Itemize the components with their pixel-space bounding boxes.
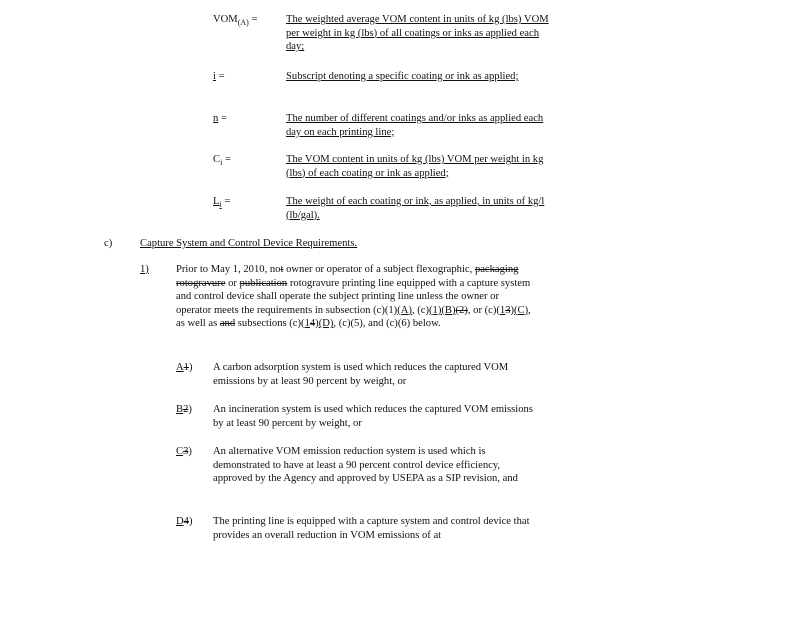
deleted-text: 1	[183, 362, 189, 373]
definition-text-c: The VOM content in units of kg (lbs) VOM per weight in kg (lbs) of each coating or ink as applied;	[286, 154, 544, 179]
inserted-text: (1)(B)	[429, 304, 456, 316]
definition-text-vom: The weighted average VOM content in units of kg (lbs) VOM per weight in kg (lbs) of all coatings or inks as applied each day;	[286, 14, 549, 53]
deleted-text: 2	[183, 404, 189, 415]
inserted-text: A	[176, 362, 184, 373]
deleted-text: 4	[309, 318, 316, 330]
deleted-text: 4	[183, 516, 189, 527]
definition-term-l	[213, 195, 281, 209]
inserted-text: (C)	[514, 304, 529, 316]
section-c-label: c)	[104, 238, 113, 249]
term-equals: =	[248, 14, 258, 25]
inserted-text: 1	[304, 318, 310, 330]
item-a-text: A carbon adsorption system is used which reduces the captured VOM emissions by at least 90 percent by weight, or	[213, 362, 509, 387]
deleted-text: (2)	[455, 304, 468, 316]
inserted-text: C	[176, 446, 184, 457]
inserted-text: D	[176, 516, 184, 527]
definition-text-n: The number of different coatings and/or inks as applied each day on each printing line;	[286, 113, 544, 138]
term-subscript: i	[219, 200, 222, 210]
term-text: VOM	[213, 14, 238, 25]
subsection-1-text	[176, 263, 536, 331]
text-run: )	[188, 516, 193, 527]
item-d-label	[176, 515, 208, 529]
text-run: Prior to May 1, 2010, no	[176, 264, 281, 275]
term-text: L	[213, 196, 220, 207]
deleted-text: 3	[505, 304, 511, 316]
inserted-text: B	[176, 404, 184, 415]
text-run: or	[225, 277, 240, 289]
text-run: )	[188, 446, 192, 457]
inserted-text: (A)	[397, 304, 412, 316]
text-run: subsections (c)(	[235, 318, 305, 330]
term-text: i	[213, 71, 216, 82]
item-c-label	[176, 445, 208, 459]
item-c-text: An alternative VOM emission reduction system is used which is demonstrated to have at least a 90 percent control device efficiency, approved by the Agency and approved by USEPA as a SIP revision, and	[213, 446, 518, 485]
deleted-text: packaging rotogravure	[176, 264, 519, 289]
subsection-1-label: 1)	[140, 264, 149, 275]
term-equals: =	[218, 113, 227, 124]
inserted-text: (D)	[318, 318, 334, 330]
text-run: , or (c)(	[467, 304, 500, 316]
deleted-text: publication	[239, 277, 288, 289]
text-run: rotogravure printing line equipped with a capture system and control device shall operate the subject printing line unless the owner or operator meets the requirements in subsection (c)(1)	[176, 277, 531, 316]
term-text: C	[213, 154, 221, 165]
deleted-text: and	[219, 318, 236, 330]
definition-text-i: Subscript denoting a specific coating or ink as applied;	[286, 71, 519, 82]
item-a-label	[176, 361, 208, 375]
text-run: )	[315, 318, 319, 330]
text-run: )	[188, 362, 193, 373]
term-equals: =	[222, 154, 231, 165]
deleted-text: 3	[183, 446, 189, 457]
definition-term-vom	[213, 13, 281, 27]
term-text: n	[213, 113, 219, 124]
deleted-text: t	[280, 264, 284, 275]
inserted-text: 1	[499, 304, 506, 316]
text-run: , as well as	[176, 304, 531, 330]
term-subscript: i	[220, 158, 223, 168]
item-d-text: The printing line is equipped with a capture system and control device that provides an overall reduction in VOM emissions of at	[213, 516, 530, 541]
term-equals: =	[215, 71, 225, 82]
text-run: , (c)	[411, 304, 429, 316]
section-c-heading: Capture System and Control Device Requirements.	[140, 238, 358, 249]
term-subscript: (A)	[237, 18, 249, 28]
definition-term-i	[213, 70, 281, 84]
text-run: owner or operator of a subject flexographic,	[283, 264, 473, 275]
definition-text-l: The weight of each coating or ink, as applied, in units of kg/l (lb/gal).	[286, 196, 545, 221]
definition-term-c	[213, 153, 281, 167]
item-b-label	[176, 403, 208, 417]
text-run: , (c)(5), and (c)(6) below.	[333, 318, 441, 330]
text-run: )	[510, 304, 515, 316]
item-b-text: An incineration system is used which reduces the captured VOM emissions by at least 90 percent by weight, or	[213, 404, 533, 429]
text-run: )	[188, 404, 192, 415]
definition-term-n	[213, 112, 281, 126]
term-equals: =	[221, 196, 231, 207]
